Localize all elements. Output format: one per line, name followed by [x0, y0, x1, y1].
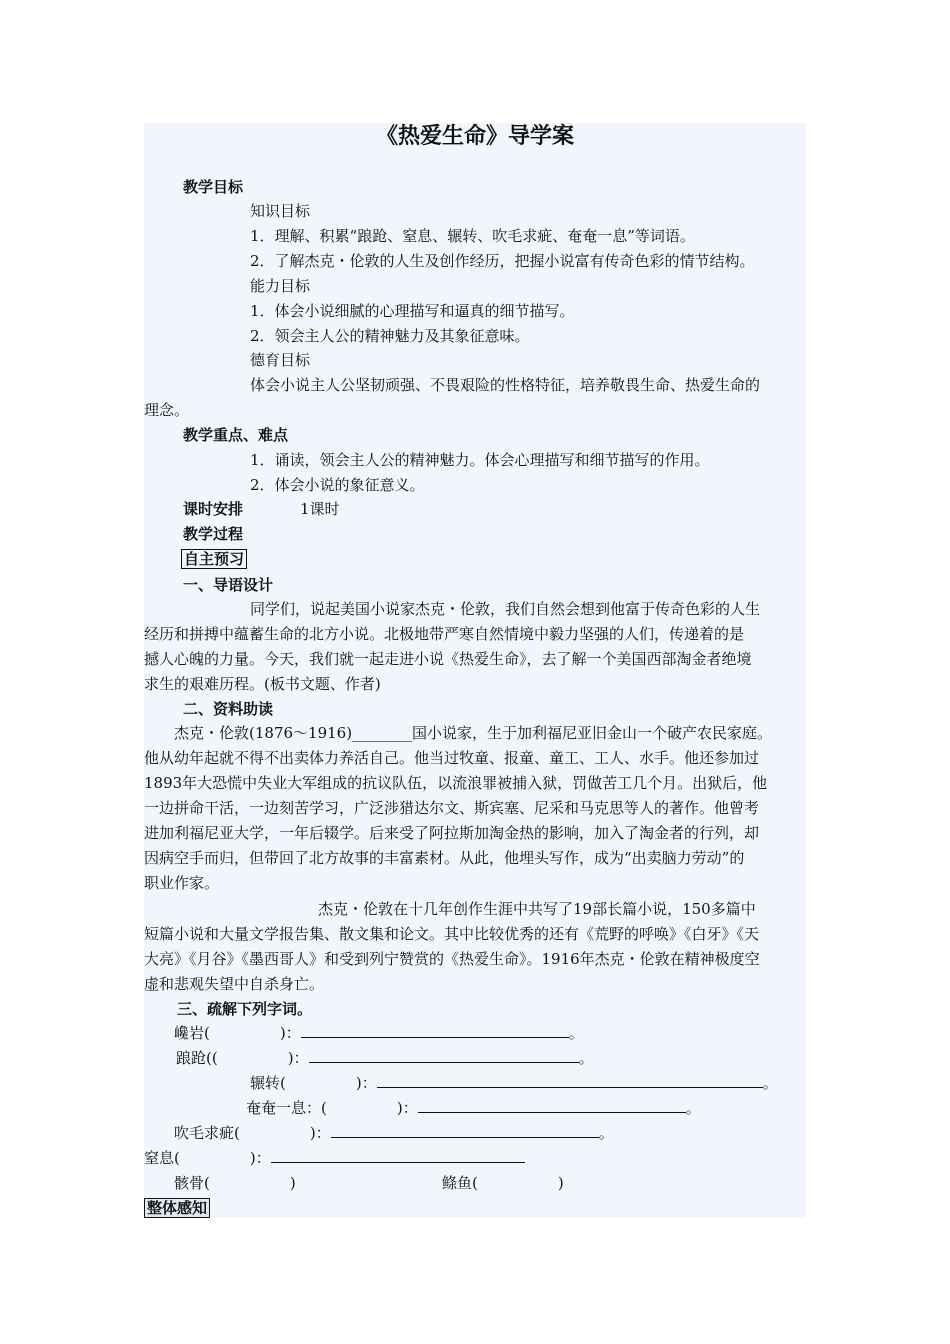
word-row-5	[174, 1121, 614, 1146]
reading-line-6: 因病空手而归，但带回了北方故事的丰富素材。从此，他埋头写作，成为“出卖脑力劳动”的	[144, 849, 745, 867]
reading-line-2: 他从幼年起就不得不出卖体力养活自己。他当过牧童、报童、童工、工人、水手。他还参加过	[144, 749, 760, 767]
overall-box-label: 整体感知	[144, 1198, 210, 1218]
intro-line-2: 经历和拼搏中蕴蓄生命的北方小说。北极地带严寒自然情境中毅力坚强的人们，传递着的是	[144, 625, 745, 643]
works-line-1: 杰克・伦敦在十几年创作生涯中共写了19部长篇小说，150多篇中	[318, 900, 756, 918]
intro-line-3: 撼人心魄的力量。今天，我们就一起走进小说《热爱生命》，去了解一个美国西部淘金者绝境	[144, 650, 752, 668]
word-1-colon: )：	[279, 1024, 301, 1042]
ability-label: 能力目标	[250, 277, 311, 295]
word-row-8	[442, 1171, 564, 1196]
word-2-end: 。	[578, 1049, 594, 1067]
word-row-4	[246, 1096, 701, 1121]
reading-line-7: 职业作家。	[144, 874, 220, 892]
intro-heading: 一、导语设计	[183, 576, 274, 594]
word-3-colon: )：	[355, 1074, 377, 1092]
word-7: 骸骨(	[174, 1174, 210, 1192]
word-1-end: 。	[568, 1024, 584, 1042]
answer-blank[interactable]	[301, 1023, 569, 1038]
knowledge-item-1: 1．理解、积累“踉跄、窒息、辗转、吹毛求疵、奄奄一息”等词语。	[250, 227, 695, 245]
ability-item-1: 1．体会小说细腻的心理描写和逼真的细节描写。	[250, 302, 575, 320]
word-row-6	[144, 1146, 525, 1171]
schedule-label: 课时安排	[183, 500, 244, 518]
word-row-1	[174, 1021, 584, 1046]
word-3-end: 。	[762, 1074, 778, 1092]
word-row-3	[250, 1071, 778, 1096]
answer-blank[interactable]	[418, 1098, 686, 1113]
knowledge-item-2: 2．了解杰克・伦敦的人生及创作经历，把握小说富有传奇色彩的情节结构。	[250, 252, 755, 270]
word-4-end: 。	[685, 1099, 701, 1117]
word-5-end: 。	[598, 1124, 614, 1142]
word-8: 鲦鱼(	[442, 1174, 478, 1192]
answer-blank[interactable]	[271, 1148, 525, 1163]
moral-label: 德育目标	[250, 351, 311, 369]
word-4: 奄奄一息：(	[246, 1099, 327, 1117]
keypoints-heading: 教学重点、难点	[183, 426, 289, 444]
word-6: 窒息(	[144, 1149, 180, 1167]
preview-box-label: 自主预习	[181, 549, 247, 569]
word-5: 吹毛求疵(	[174, 1124, 240, 1142]
intro-line-1: 同学们，说起美国小说家杰克・伦敦，我们自然会想到他富于传奇色彩的人生	[250, 600, 761, 618]
word-7-close: )	[289, 1174, 296, 1192]
word-4-colon: )：	[396, 1099, 418, 1117]
word-1: 巉岩(	[174, 1024, 210, 1042]
word-8-close: )	[557, 1174, 564, 1192]
works-line-3: 大亮》《月谷》《墨西哥人》和受到列宁赞赏的《热爱生命》。1916年杰克・伦敦在精神极度空	[144, 950, 760, 968]
moral-text-line-1: 体会小说主人公坚韧顽强、不畏艰险的性格特征，培养敬畏生命、热爱生命的	[250, 376, 761, 394]
works-line-2: 短篇小说和大量文学报告集、散文集和论文。其中比较优秀的还有《荒野的呼唤》《白牙》《天	[144, 925, 760, 943]
goals-heading: 教学目标	[183, 178, 244, 196]
intro-line-4: 求生的艰难历程。(板书文题、作者)	[144, 675, 381, 693]
schedule-value: 1课时	[300, 500, 340, 518]
word-row-7	[174, 1171, 296, 1196]
document-title: 《热爱生命》导学案	[375, 124, 574, 149]
reading-line-3: 1893年大恐慌中失业大军组成的抗议队伍，以流浪罪被捕入狱，罚做苦工几个月。出狱后，他	[144, 774, 768, 792]
reading-line-5: 进加利福尼亚大学，一年后辍学。后来受了阿拉斯加淘金热的影响，加入了淘金者的行列，却	[144, 824, 760, 842]
reading-line-4: 一边拼命干活，一边刻苦学习，广泛涉猎达尔文、斯宾塞、尼采和马克思等人的著作。他曾考	[144, 799, 760, 817]
keypoint-item-2: 2．体会小说的象征意义。	[250, 476, 425, 494]
word-2: 踉跄((	[176, 1049, 218, 1067]
word-row-2	[176, 1046, 594, 1071]
keypoint-item-1: 1．诵读，领会主人公的精神魅力。体会心理描写和细节描写的作用。	[250, 451, 710, 469]
word-3: 辗转(	[250, 1074, 286, 1092]
reading-heading: 二、资料助读	[183, 700, 274, 718]
answer-blank[interactable]	[309, 1048, 579, 1063]
answer-blank[interactable]	[377, 1073, 763, 1088]
moral-text-line-2: 理念。	[144, 401, 190, 419]
preview-box	[181, 550, 247, 568]
words-heading: 三、疏解下列字词。	[177, 1000, 313, 1018]
word-6-colon: )：	[249, 1149, 271, 1167]
word-2-colon: )：	[287, 1049, 309, 1067]
process-heading: 教学过程	[183, 525, 244, 543]
answer-blank[interactable]	[331, 1123, 599, 1138]
word-5-colon: )：	[309, 1124, 331, 1142]
ability-item-2: 2．领会主人公的精神魅力及其象征意味。	[250, 327, 530, 345]
knowledge-label: 知识目标	[250, 202, 311, 220]
reading-line-1: 杰克・伦敦(1876～1916)________国小说家，生于加利福尼亚旧金山一个破产农民家庭。	[174, 724, 773, 742]
overall-box	[144, 1199, 210, 1217]
works-line-4: 虚和悲观失望中自杀身亡。	[144, 975, 325, 993]
